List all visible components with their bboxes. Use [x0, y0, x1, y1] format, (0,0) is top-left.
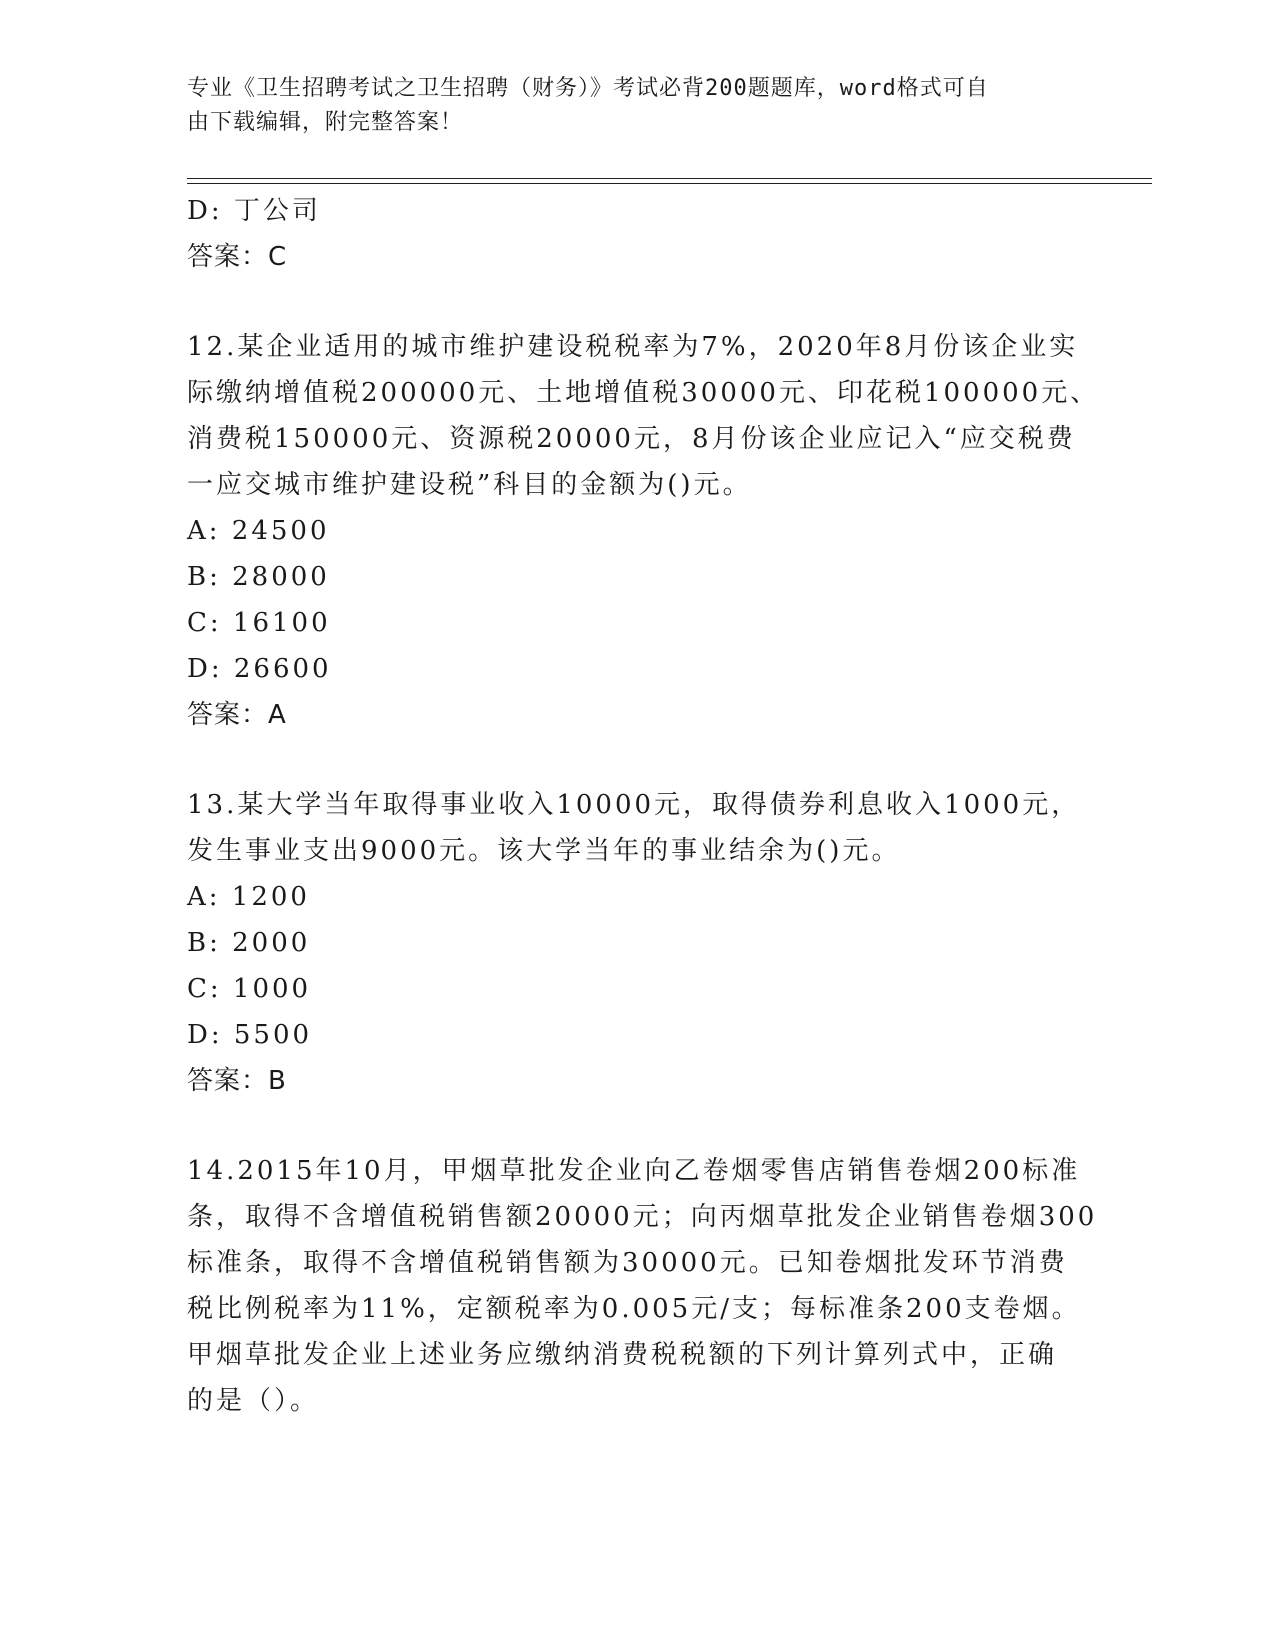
- option-d: D: 5500: [187, 1020, 313, 1050]
- question-text-line: 标准条，取得不含增值税销售额为30000元。已知卷烟批发环节消费: [187, 1248, 1068, 1278]
- option-a: A: 1200: [187, 882, 310, 912]
- question-13: [187, 782, 1087, 1104]
- question-text-line: 发生事业支出9000元。该大学当年的事业结余为()元。: [187, 836, 901, 866]
- header-line-2: 由下载编辑，附完整答案！: [187, 110, 464, 135]
- document-header: [187, 72, 1067, 140]
- question-text-line: 13.某大学当年取得事业收入10000元，取得债券利息收入1000元，: [187, 790, 1081, 820]
- question-text-line: 际缴纳增值税200000元、土地增值税30000元、印花税100000元、: [187, 378, 1100, 408]
- question-text-line: 税比例税率为11%，定额税率为0.005元/支；每标准条200支卷烟。: [187, 1294, 1081, 1324]
- question-text-line: 消费税150000元、资源税20000元，8月份该企业应记入“应交税费: [187, 424, 1076, 454]
- question-text-line: 一应交城市维护建设税”科目的金额为()元。: [187, 470, 752, 500]
- question-text-line: 14.2015年10月，甲烟草批发企业向乙卷烟零售店销售卷烟200标准: [187, 1156, 1081, 1186]
- option-a: A: 24500: [187, 516, 330, 546]
- option-b: B: 2000: [187, 928, 311, 958]
- header-divider-bottom: [187, 183, 1152, 184]
- option-d: D: 26600: [187, 654, 332, 684]
- header-divider-top: [187, 178, 1152, 179]
- question-12: [187, 324, 1100, 738]
- answer-line: 答案：C: [187, 242, 288, 272]
- answer-line: 答案：B: [187, 1066, 287, 1096]
- question-text-line: 的是（）。: [187, 1386, 320, 1416]
- question-text-line: 甲烟草批发企业上述业务应缴纳消费税税额的下列计算列式中，正确: [187, 1340, 1058, 1370]
- header-line-1: 专业《卫生招聘考试之卫生招聘（财务）》考试必背200题题库，word格式可自: [187, 76, 989, 101]
- prev-question-tail: [187, 188, 1087, 280]
- option-c: C: 16100: [187, 608, 331, 638]
- answer-line: 答案：A: [187, 700, 287, 730]
- question-text-line: 条，取得不含增值税销售额20000元；向丙烟草批发企业销售卷烟300: [187, 1202, 1098, 1232]
- option-d: D: 丁公司: [187, 196, 321, 226]
- option-b: B: 28000: [187, 562, 330, 592]
- document-body: [187, 188, 1100, 1424]
- question-14: [187, 1148, 1098, 1424]
- question-text-line: 12.某企业适用的城市维护建设税税率为7%，2020年8月份该企业实: [187, 332, 1079, 362]
- option-c: C: 1000: [187, 974, 312, 1004]
